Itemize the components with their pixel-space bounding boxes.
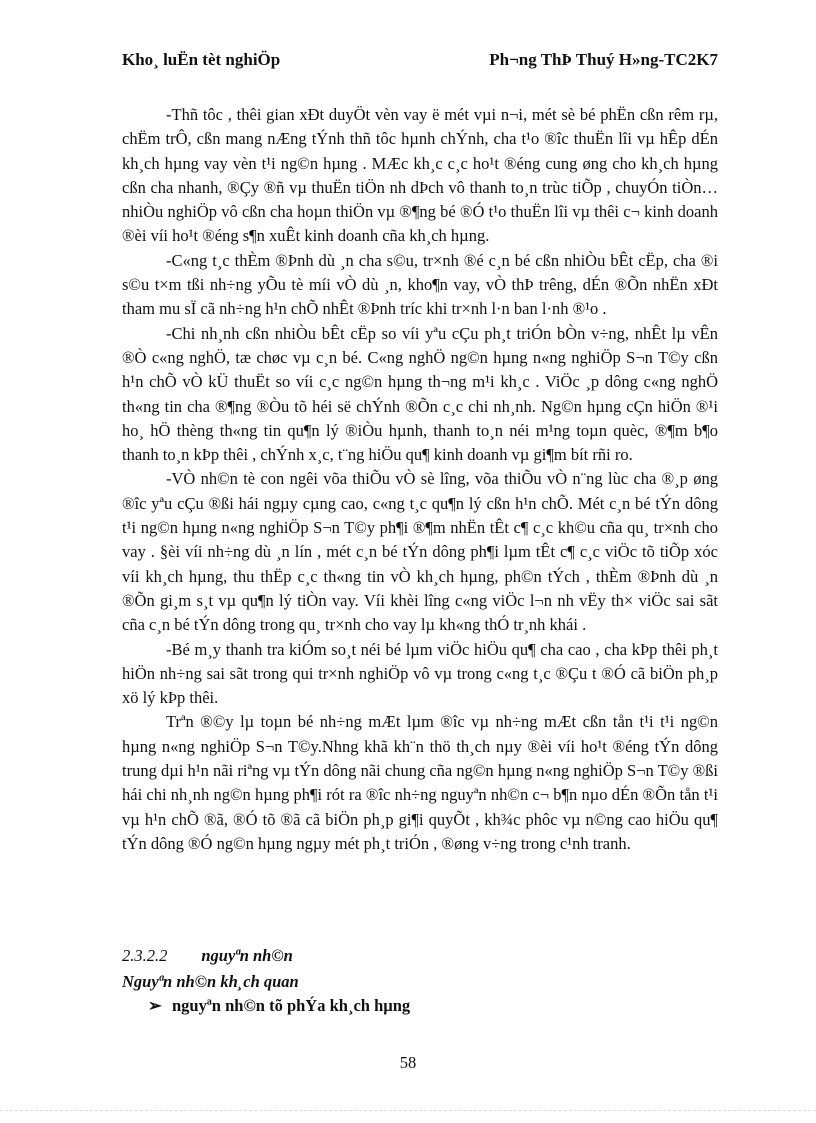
paragraph: Trªn ®©y lµ toµn bé nh÷ng mÆt lµm ®îc vµ nh÷ng mÆt cßn tån t¹i t¹i ng©n hµng n«ng nghiÖp S¬n T©y.Nhng khã kh¨n thö th¸ch nµy ®èi víi ho¹t ®éng tÝn dông trung dµi h¹n nãi riªng vµ tÝn dông nãi chung cña ng©n hµng n«ng nghiÖp S¬n T©y ®ßi hái chi nh¸nh ng©n hµng ph¶i rót ra ®îc nh÷ng nguyªn nh©n c¬ b¶n nµo dÉn ®Õn tån t¹i vµ h¹n chÕ ®ã, ®Ó tõ ®ã cã biÖn ph¸p gi¶i quyÕt , kh¾c phôc vµ n©ng cao hiÖu qu¶ tÝn dông ®Ó ng©n hµng ngµy mét ph¸t triÓn , ®øng v÷ng trong c¹nh tranh. [122, 712, 718, 853]
header-left-title: Kho¸ luËn tèt nghiÖp [122, 50, 281, 69]
section-number: 2.3.2.2 [122, 946, 168, 965]
page-header [122, 50, 718, 74]
header-right-author: Ph¬ng ThÞ Thuý H»ng-TC2K7 [489, 50, 718, 69]
bullet-item [148, 996, 410, 1016]
page-number: 58 [399, 1053, 417, 1072]
arrow-bullet-icon: ➢ [148, 996, 162, 1015]
paragraph: -VÒ nh©n tè con ngêi võa thiÕu vÒ sè lîng, võa thiÕu vÒ n¨ng lùc cha ®¸p øng ®îc yªu cÇu ®ßi hái ngµy cµng cao, c«ng t¸c qu¶n lý cßn h¹n chÕ. Mét c¸n bé tÝn dông t¹i ng©n hµng n«ng nghiÖp S¬n T©y ph¶i ®¶m nhËn tÊt c¶ c¸c kh©u cña qu¸ tr×nh cho vay . §èi víi nh÷ng dù ¸n lín , mét c¸n bé tÝn dông ph¶i lµm tÊt c¶ c¸c viÖc tõ tiÕp xóc víi kh¸ch hµng, thu thËp c¸c th«ng tin vÒ kh¸ch hµng, ph©n tÝch , thÈm ®Þnh dù ¸n ®Õn gi¸m s¸t vµ qu¶n lý tiÒn vay. Víi khèi lîng c«ng viÖc l¬n nh vËy th× viÖc sai sãt cña c¸n bé tÝn dông trong qu¸ tr×nh cho vay lµ kh«ng thÓ tr¸nh khái . [122, 469, 718, 635]
paragraph: -Thñ tôc , thêi gian xÐt duyÖt vèn vay ë mét vµi n¬i, mét sè bé phËn cßn rêm rµ, chËm trÔ, cßn mang nÆng tÝnh thñ tôc hµnh chÝnh, cha t¹o ®îc thuËn lîi vµ hÊp dÉn kh¸ch hµng vay vèn t¹i ng©n hµng . MÆc kh¸c c¸c ho¹t ®éng cung øng cho kh¸ch hµng cßn cha nhanh, ®Çy ®ñ vµ thuËn tiÖn nh dÞch vô thanh to¸n trùc tiÕp , chuyÓn tiÒn… nhiÒu nghiÖp vô cßn cha hoµn thiÖn vµ ®¶ng bé ®Ó t¹o thuËn lîi vµ thêi c¬ kinh doanh ®èi víi ho¹t ®éng s¶n xuÊt kinh doanh cña kh¸ch hµng. [122, 105, 718, 246]
section-title: nguyªn nh©n [201, 946, 293, 965]
section-heading [122, 946, 293, 966]
paragraph: -Bé m¸y thanh tra kiÓm so¸t néi bé lµm viÖc hiÖu qu¶ cha cao , cha kÞp thêi ph¸t hiÖn nh÷ng sai sãt trong qui tr×nh nghiÖp vô vµ trong c«ng t¸c ®Çu t ®Ó cã biÖn ph¸p xö lý kÞp thêi. [122, 639, 718, 708]
body-text [122, 103, 718, 856]
page-bottom-rule [0, 1110, 816, 1111]
subheading: Nguyªn nh©n kh¸ch quan [122, 972, 299, 991]
bullet-text: nguyªn nh©n tõ phÝa kh¸ch hµng [172, 996, 411, 1015]
paragraph: -C«ng t¸c thÈm ®Þnh dù ¸n cha s©u, tr×nh ®é c¸n bé cßn nhiÒu bÊt cËp, cha ®i s©u t×m tßi nh÷ng yÕu tè míi vÒ dù ¸n, kho¶n vay, vÒ thÞ trêng, dÉn ®Õn nhËn xÐt tham mu sÏ cã nh÷ng h¹n chÕ nhÊt ®Þnh tríc khi tr×nh l·n ban l·nh ®¹o . [122, 250, 718, 319]
paragraph: -Chi nh¸nh cßn nhiÒu bÊt cËp so víi yªu cÇu ph¸t triÓn bÒn v÷ng, nhÊt lµ vÊn ®Ò c«ng nghÖ, tæ chøc vµ c¸n bé. C«ng nghÖ ng©n hµng n«ng nghiÖp S¬n T©y cßn h¹n chÕ vÒ kÜ thuËt so víi c¸c ng©n hµng th¬ng m¹i kh¸c . ViÖc ¸p dông c«ng nghÖ th«ng tin cha ®¶ng ®Òu tõ héi së chÝnh ®Õn c¸c chi nh¸nh. Ng©n hµng cÇn hiÖn ®¹i ho¸ hÖ thèng th«ng tin qu¶n lý ®iÒu hµnh, thanh to¸n néi m¹ng toµn quèc, ®¶m b¶o thanh to¸n kÞp thêi , chÝnh x¸c, t¨ng hiÖu qu¶ kinh doanh vµ gi¶m bít rñi ro. [122, 323, 718, 465]
